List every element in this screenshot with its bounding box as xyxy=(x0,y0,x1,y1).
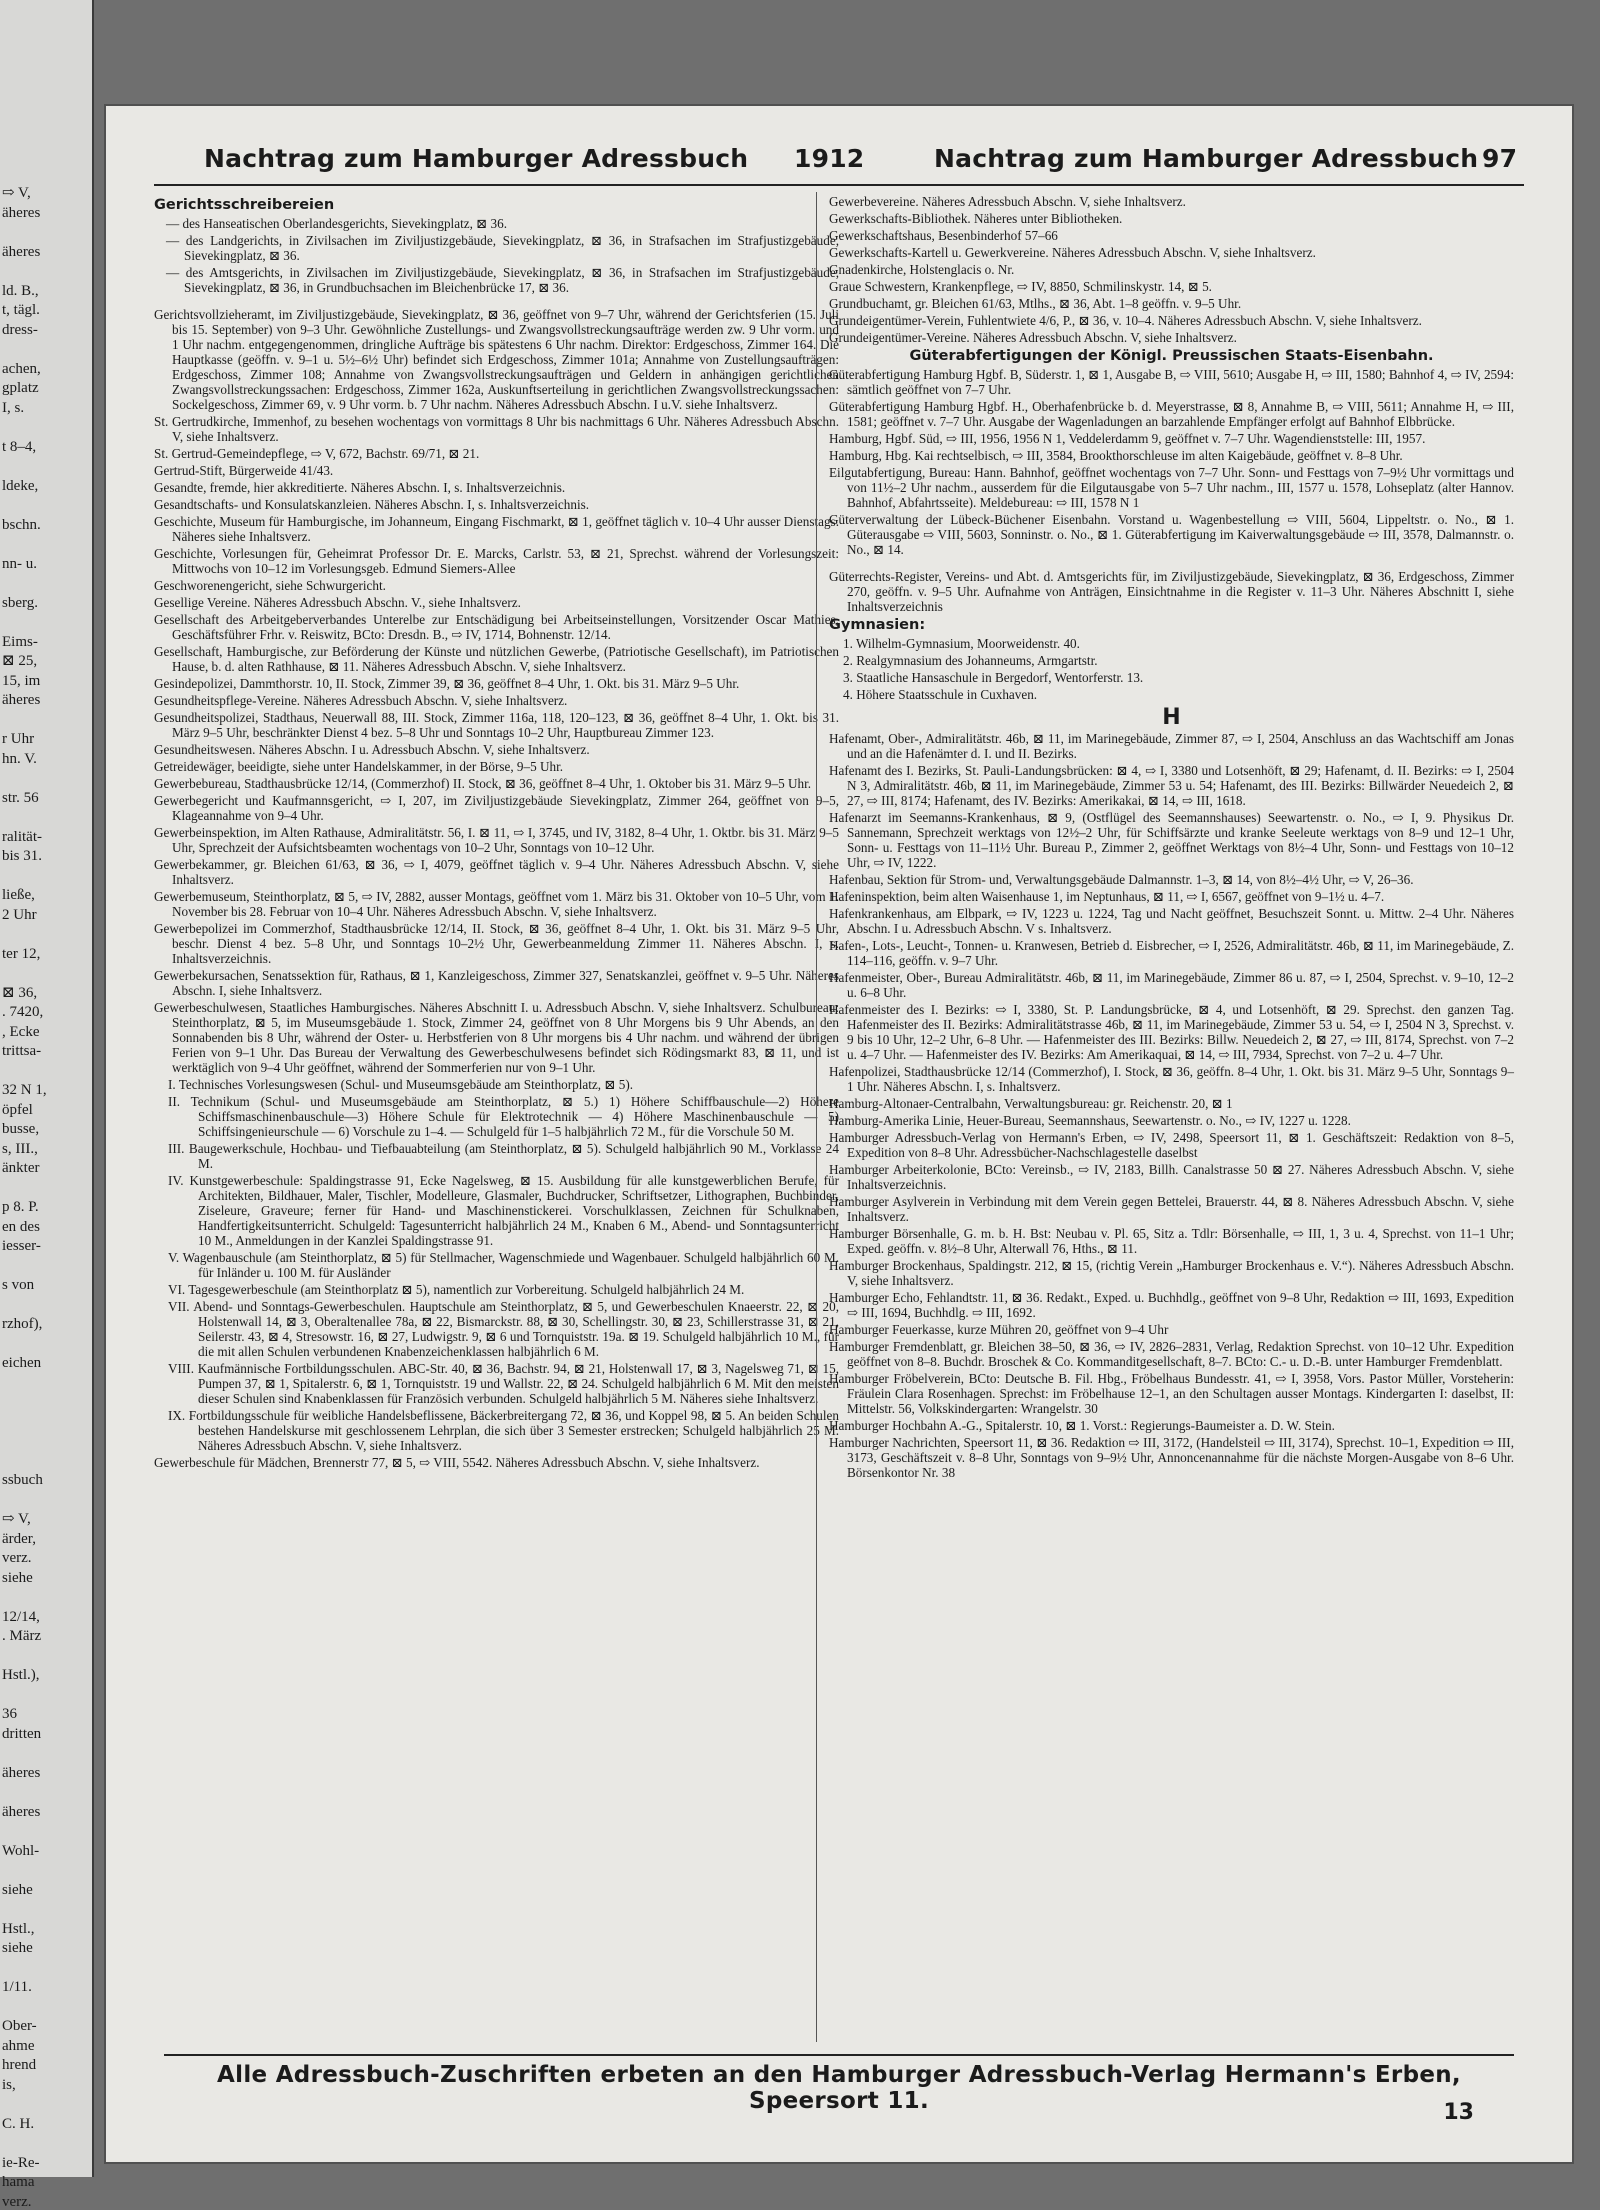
directory-entry: Geschworenengericht, siehe Schwurgericht. xyxy=(154,578,386,593)
numbered-entry: IV. Kunstgewerbeschule: Spaldingstrasse 91, Ecke Nagelsweg, ⊠ 15. Ausbildung für alle kunstgewerblichen Berufe, für Architekten, Bildhauer, Maler, Tischler, Modelleure, Glasmaler, Buchdrucker, Schriftsetzer, Lithographen, Buchbinder, Ziseleure, Graveure; ferner für Hand- und Maschinenstickerei. Vorschulklassen, Zeichnen für Schulknaben, Handfertigkeitsunterricht. Schulgeld: Tagesunterricht halbjährlich 24 M., Knaben 6 M., Abend- und Sonntagsunterricht 10 M., Anmeldungen in der Kanzlei Spaldingstrasse 91. xyxy=(168,1173,839,1248)
directory-entry: Grundeigentümer-Vereine. Näheres Adressbuch Abschn. V, siehe Inhaltsverz. xyxy=(829,330,1237,345)
margin-fragment: hrend xyxy=(2,2057,37,2073)
margin-fragment: sberg. xyxy=(2,594,38,611)
header-rule xyxy=(154,184,1524,186)
directory-entry: Hafen-, Lots-, Leucht-, Tonnen- u. Kranwesen, Betrieb d. Eisbrecher, ⇨ I, 2526, Admiralitätstr. 46b, ⊠ 11, im Marinegebäude, Z. 114–116, geöffn. v. 9–7 Uhr. xyxy=(829,938,1514,968)
directory-entry: Hafeninspektion, beim alten Waisenhause 1, im Neptunhaus, ⊠ 11, ⇨ I, 6567, geöffnet von 9–1½ u. 4–7. xyxy=(829,889,1385,904)
spacer xyxy=(154,297,839,307)
margin-fragment: iesser- xyxy=(2,1238,41,1254)
margin-fragment: s von xyxy=(2,1277,35,1293)
directory-entry: Hamburg, Hgbf. Süd, ⇨ III, 1956, 1956 N 1, Veddelerdamm 9, geöffnet v. 7–7 Uhr. Wagendienststelle: III, 1957. xyxy=(829,431,1426,446)
directory-entry: Hamburger Arbeiterkolonie, BCto: Vereinsb., ⇨ IV, 2183, Billh. Canalstrasse 50 ⊠ 27. Näheres Adressbuch Abschn. V, siehe Inhaltsverzeichnis. xyxy=(829,1162,1514,1192)
margin-fragment: trittsa- xyxy=(2,1043,42,1059)
margin-fragment: Eims- xyxy=(2,633,38,650)
numbered-entry: VII. Abend- und Sonntags-Gewerbeschulen. Hauptschule am Steinthorplatz, ⊠ 5, und Gewerbeschulen Knaeerstr. 22, ⊠ 20, Holstenwall 14, ⊠ 3, Oberaltenallee 78a, ⊠ 22, Bismarckstr. 88, ⊠ 30, Schellingstr. 30, ⊠ 23, Schillerstrasse 31, ⊠ 21, Seilerstr. 43, ⊠ 4, Stresowstr. 16, ⊠ 27, Ludwigstr. 9, ⊠ 6 und Tornquiststr. 19a. ⊠ 19. Schulgeld halbjährlich 10 M., für die mit allen Schulen verbundenen Knabenzeichenklassen halbjährlich 6 M. xyxy=(168,1299,839,1359)
directory-entry: Gewerbemuseum, Steinthorplatz, ⊠ 5, ⇨ IV, 2882, ausser Montags, geöffnet vom 1. März bis 31. Oktober von 10–5 Uhr, vom 1. November bis 28. Februar von 10–4 Uhr. Näheres Adressbuch Abschn. V, siehe Inhaltsverz. xyxy=(154,889,839,919)
directory-entry: Grundeigentümer-Verein, Fuhlentwiete 4/6, P., ⊠ 36, v. 10–4. Näheres Adressbuch Abschn. V, siehe Inhaltsverz. xyxy=(829,313,1422,328)
directory-entry: Gewerbegericht und Kaufmannsgericht, ⇨ I, 207, im Ziviljustizgebäude Sievekingplatz, Zimmer 264, geöffnet von 9–5, Klageannahme von 9–4 Uhr. xyxy=(154,793,839,823)
directory-entry: Gesundheitspflege-Vereine. Näheres Adressbuch Abschn. V, siehe Inhaltsverz. xyxy=(154,693,568,708)
numbered-entry: 2. Realgymnasium des Johanneums, Armgartstr. xyxy=(843,653,1098,668)
margin-fragment: eichen xyxy=(2,1355,42,1371)
margin-fragment: 2 Uhr xyxy=(2,906,37,923)
numbered-entry: I. Technisches Vorlesungswesen (Schul- und Museumsgebäude am Steinthorplatz, ⊠ 5). xyxy=(168,1077,634,1092)
right-column xyxy=(829,194,1514,2044)
directory-entry: Geschichte, Vorlesungen für, Geheimrat Professor Dr. E. Marcks, Carlstr. 53, ⊠ 21, Sprechst. während der Vorlesungszeit: Mittwochs von 10–12 im Vorlesungsgeb. Edmund Siemers-Allee xyxy=(154,546,839,576)
directory-entry: Gewerbebureau, Stadthausbrücke 12/14, (Commerzhof) II. Stock, ⊠ 36, geöffnet 8–4 Uhr, 1. Oktober bis 31. März 9–5 Uhr. xyxy=(154,776,812,791)
margin-fragment: en des xyxy=(2,1218,40,1235)
directory-entry: Eilgutabfertigung, Bureau: Hann. Bahnhof, geöffnet wochentags von 7–7 Uhr. Sonn- und Festtags von 7–9½ Uhr vormittags und von 11½–2 Uhr nachm., ausserdem für die Eilgutausgabe von 5–7 Uhr nachm., III, 1577 u. 1578, Lohseplatz (alter Hannov. Bahnhof, Abfahrtsseite). Meldebureau: ⇨ III, 1578 N 1 xyxy=(829,465,1514,510)
directory-entry: Hamburg-Altonaer-Centralbahn, Verwaltungsbureau: gr. Reichenstr. 20, ⊠ 1 xyxy=(829,1096,1233,1111)
directory-entry: Gewerkschafts-Kartell u. Gewerkvereine. Näheres Adressbuch Abschn. V, siehe Inhaltsverz. xyxy=(829,245,1316,260)
section-heading: Gerichtsschreibereien xyxy=(154,197,335,213)
directory-entry: Gewerbeinspektion, im Alten Rathause, Admiralitätstr. 56, I. ⊠ 11, ⇨ I, 3745, und IV, 3182, 8–4 Uhr, 1. Oktbr. bis 31. März 9–5 Uhr, Sprechzeit der Aufsichtsbeamten wochentags von 10–2 Uhr, Sonntags von 10–12 Uhr. xyxy=(154,825,839,855)
numbered-entry: IX. Fortbildungsschule für weibliche Handelsbeflissene, Bäckerbreitergang 72, ⊠ 36, und Koppel 98, ⊠ 5. An beiden Schulen bestehen Handelskurse mit geschlossenem Lehrplan, die sich über 3 Semester erstrecken; Schulgeld halbjährlich 25 M. Näheres Adressbuch Abschn. V, siehe Inhaltsverz. xyxy=(168,1408,839,1453)
margin-fragment: hn. V. xyxy=(2,750,37,767)
directory-entry: Hamburger Börsenhalle, G. m. b. H. Bst: Neubau v. Pl. 65, Sitz a. Tdlr: Börsenhalle, ⇨ III, 1, 3 u. 4, Sprechst. von 11–1 Uhr; Exped. geöffn. v. 8½–8 Uhr, Alterwall 76, Hths., ⊠ 11. xyxy=(829,1226,1514,1256)
margin-fragment: 12/14, xyxy=(2,1608,40,1625)
directory-entry: Gewerbepolizei im Commerzhof, Stadthausbrücke 12/14, II. Stock, ⊠ 36, geöffnet 8–4 Uhr, 1. Okt. bis 31. März 9–5 Uhr, beschr. Dienst 4 bez. 5–8 Uhr, und Sonntags 10–2½ Uhr, Gewerbeanmeldung Zimmer 11. Näheres Abschn. I, s. Inhaltsverzeichnis. xyxy=(154,921,839,966)
directory-entry: Hafenarzt im Seemanns-Krankenhaus, ⊠ 9, (Ostflügel des Seemannshauses) Seewartenstr. o. No., ⇨ I, 9. Physikus Dr. Sannemann, Sprechzeit werktags von 12½–2 Uhr, für Schiffsärzte und kranke Seeleute werktags von 8–9 und 12–1 Uhr, Sonn- u. Festtags von 11–11½ Uhr. Bureau P., Zimmer 2, geöffnet Werktags von 8½–4 Uhr, Sonn- und Festtags von 10–12 Uhr, ⇨ IV, 1222. xyxy=(829,810,1514,870)
directory-entry: Hamburger Feuerkasse, kurze Mühren 20, geöffnet von 9–4 Uhr xyxy=(829,1322,1169,1337)
directory-entry: Hamburger Echo, Fehlandtstr. 11, ⊠ 36. Redakt., Exped. u. Buchhdlg., geöffnet von 9–8 Uhr, Redaktion ⇨ III, 1693, Expedition ⇨ III, 1694, Buchhdlg. ⇨ III, 1692. xyxy=(829,1290,1514,1320)
directory-entry: Gesundheitswesen. Näheres Abschn. I u. Adressbuch Abschn. V, siehe Inhaltsverz. xyxy=(154,742,590,757)
directory-entry: Hamburger Hochbahn A.-G., Spitalerstr. 10, ⊠ 1. Vorst.: Regierungs-Baumeister a. D. W. Stein. xyxy=(829,1418,1335,1433)
margin-fragment: äheres xyxy=(2,1764,41,1781)
margin-fragment: ld. B., xyxy=(2,282,39,299)
numbered-entry: III. Baugewerkschule, Hochbau- und Tiefbauabteilung (am Steinthorplatz, ⊠ 5). Schulgeld halbjährlich 90 M., Vorklasse 24 M. xyxy=(168,1141,839,1171)
margin-fragment: t, tägl. xyxy=(2,302,40,318)
margin-fragment: siehe xyxy=(2,1569,33,1586)
directory-entry: Gertrud-Stift, Bürgerweide 41/43. xyxy=(154,463,334,478)
margin-fragment: rzhof), xyxy=(2,1316,43,1332)
signature-mark: 13 xyxy=(1443,2100,1474,2125)
directory-entry: Graue Schwestern, Krankenpflege, ⇨ IV, 8850, Schmilinskystr. 14, ⊠ 5. xyxy=(829,279,1212,294)
margin-fragment: 1/11. xyxy=(2,1979,32,1995)
margin-fragment: ldeke, xyxy=(2,477,39,494)
directory-entry: Gewerbevereine. Näheres Adressbuch Abschn. V, siehe Inhaltsverz. xyxy=(829,194,1186,209)
margin-fragment: I, s. xyxy=(2,399,25,416)
numbered-entry: 4. Höhere Staatsschule in Cuxhaven. xyxy=(843,687,1038,702)
margin-fragment: ahme xyxy=(2,2037,35,2054)
section-heading: Gymnasien: xyxy=(829,617,926,633)
footer-notice: Alle Adressbuch-Zuschriften erbeten an den Hamburger Adressbuch-Verlag Hermann's Erben, Speersort 11. xyxy=(217,2062,1461,2114)
numbered-entry: VI. Tagesgewerbeschule (am Steinthorplatz ⊠ 5), namentlich zur Vorbereitung. Schulgeld halbjährlich 24 M. xyxy=(168,1282,745,1297)
margin-fragment: ließe, xyxy=(2,887,35,903)
directory-entry: St. Gertrudkirche, Immenhof, zu besehen wochentags von vormittags 8 Uhr bis nachmittags 6 Uhr. Näheres Adressbuch Abschn. V, siehe Inhaltsverz. xyxy=(154,414,839,444)
running-head-right: Nachtrag zum Hamburger Adressbuch xyxy=(934,144,1479,173)
left-column xyxy=(154,194,839,2044)
running-head-year: 1912 xyxy=(794,144,865,173)
margin-fragment: ter 12, xyxy=(2,945,41,962)
margin-fragment: äheres xyxy=(2,692,41,708)
margin-fragment: verz. xyxy=(2,2193,32,2210)
directory-entry: Gewerkschaftshaus, Besenbinderhof 57–66 xyxy=(829,228,1058,243)
directory-entry: Grundbuchamt, gr. Bleichen 61/63, Mtlhs., ⊠ 36, Abt. 1–8 geöffn. v. 9–5 Uhr. xyxy=(829,296,1242,311)
directory-entry: Gesandtschafts- und Konsulatskanzleien. Näheres Abschn. I, s. Inhaltsverzeichnis. xyxy=(154,497,590,512)
directory-entry: Güterabfertigung Hamburg Hgbf. B, Süderstr. 1, ⊠ 1, Ausgabe B, ⇨ VIII, 5610; Ausgabe H, ⇨ III, 1580; Bahnhof 4, ⇨ IV, 2594: sämtlich geöffnet von 7–7 Uhr. xyxy=(829,367,1514,397)
margin-fragment: gplatz xyxy=(2,380,39,396)
margin-fragment: ⊠ 36, xyxy=(2,984,38,1001)
numbered-entry: 1. Wilhelm-Gymnasium, Moorweidenstr. 40. xyxy=(843,636,1080,651)
directory-entry: Gesandte, fremde, hier akkreditierte. Näheres Abschn. I, s. Inhaltsverzeichnis. xyxy=(154,480,566,495)
directory-entry: Hamburger Adressbuch-Verlag von Hermann's Erben, ⇨ IV, 2498, Speersort 11, ⊠ 1. Geschäftszeit: Redaktion von 8–5, Expedition von 8–8 Uhr. Adressbücher-Nachschlagestelle daselbst xyxy=(829,1130,1514,1160)
directory-entry: Hamburger Fremdenblatt, gr. Bleichen 38–50, ⊠ 36, ⇨ IV, 2826–2831, Verlag, Redaktion Sprechst. von 10–12 Uhr. Expedition geöffnet von 8–8. Buchdr. Broschek & Co. Kommanditgesellschaft, 8–7. BCto: C.- u. D.-B. unter Hamburger Fremdenblatt. xyxy=(829,1339,1514,1369)
margin-fragment: ⇨ V, xyxy=(2,185,31,201)
margin-fragment: C. H. xyxy=(2,2115,35,2132)
margin-fragment: 15, im xyxy=(2,672,41,689)
directory-entry: Gesindepolizei, Dammthorstr. 10, II. Stock, Zimmer 39, ⊠ 36, geöffnet 8–4 Uhr, 1. Okt. bis 31. März 9–5 Uhr. xyxy=(154,676,740,691)
directory-entry: Gewerbekammer, gr. Bleichen 61/63, ⊠ 36, ⇨ I, 4079, geöffnet täglich v. 9–4 Uhr. Näheres Adressbuch Abschn. V, siehe Inhaltsverz. xyxy=(154,857,839,887)
directory-entry: Hafenmeister des I. Bezirks: ⇨ I, 3380, St. P. Landungsbrücke, ⊠ 4, und Lotsenhöft, ⊠ 29. Sprechst. den ganzen Tag. Hafenmeister des II. Bezirks: Admiralitätstrasse 46b, ⊠ 11, im Marinegebäude, Zimmer 53 u. 54, ⇨ I, 2504 N 3, Sprechst. v. 9 bis 10 Uhr, 12–2 Uhr, 6–8 Uhr. — Hafenmeister des III. Bezirks: Billw. Neuedeich 2, ⊠ 27, ⇨ III, 8174, Sprechst. von 7–2 u. 4–7 Uhr. — Hafenmeister des IV. Bezirks: Am Amerikaquai, ⊠ 14, ⇨ III, 7934, Sprechst. von 7–2 u. 4–7 Uhr. xyxy=(829,1002,1514,1062)
margin-fragment: Hstl.), xyxy=(2,1667,40,1683)
directory-entry: Hafenpolizei, Stadthausbrücke 12/14 (Commerzhof), I. Stock, ⊠ 36, geöffn. 8–4 Uhr, 1. Okt. bis 31. März 9–5 Uhr, Sonntags 9–1 Uhr. Näheres Abschn. I, s. Inhaltsverz. xyxy=(829,1064,1514,1094)
margin-fragment: . 7420, xyxy=(2,1004,44,1020)
margin-fragment: siehe xyxy=(2,1881,33,1898)
adjacent-page-edge xyxy=(0,0,94,2210)
directory-entry: Hafenkrankenhaus, am Elbpark, ⇨ IV, 1223 u. 1224, Tag und Nacht geöffnet, Besuchszeit Sonnt. u. Mittw. 2–4 Uhr. Näheres Abschn. I u. Adressbuch Abschn. V s. Inhaltsverz. xyxy=(829,906,1514,936)
directory-entry: Gesellige Vereine. Näheres Adressbuch Abschn. V., siehe Inhaltsverz. xyxy=(154,595,521,610)
section-heading: Güterabfertigungen der Königl. Preussischen Staats-Eisenbahn. xyxy=(909,348,1434,364)
numbered-entry: V. Wagenbauschule (am Steinthorplatz, ⊠ 5) für Stellmacher, Wagenschmiede und Wagenbauer. Schulgeld halbjährlich 60 M. für Inländer u. 100 M. für Ausländer xyxy=(168,1250,839,1280)
margin-fragment: dress- xyxy=(2,321,38,338)
directory-entry: Gesellschaft des Arbeitgeberverbandes Unterelbe zur Entschädigung bei Arbeitseinstellungen, Vorsitzender Oscar Mathies, Geschäftsführer Frhr. v. Reiswitz, BCto: Dresdn. B., ⇨ IV, 1714, Bohnenstr. 12/14. xyxy=(154,612,839,642)
margin-fragment: ie-Re- xyxy=(2,2154,40,2171)
margin-fragment: öpfel xyxy=(2,1101,33,1118)
directory-subentry: — des Landgerichts, in Zivilsachen im Ziviljustizgebäude, Sievekingplatz, ⊠ 36, in Strafsachen im Strafjustizgebäude, Sievekingplatz, ⊠ 36. xyxy=(166,233,839,263)
margin-fragment: nn- u. xyxy=(2,555,37,572)
margin-fragment: äheres xyxy=(2,243,41,260)
directory-entry: Gesundheitspolizei, Stadthaus, Neuerwall 88, III. Stock, Zimmer 116a, 118, 120–123, ⊠ 36, geöffnet 8–4 Uhr, 1. Okt. bis 31. März 9–5 Uhr, beschränkter Dienst 4 bez. 5–8 Uhr und Sonntags 10–2 Uhr, Hauptbureau Zimmer 123. xyxy=(154,710,839,740)
directory-entry: Hamburger Asylverein in Verbindung mit dem Verein gegen Bettelei, Brauerstr. 44, ⊠ 8. Näheres Adressbuch Abschn. V, siehe Inhaltsverz. xyxy=(829,1194,1514,1224)
margin-fragment: änkter xyxy=(2,1160,40,1176)
alphabet-letter-heading: H xyxy=(1162,705,1181,730)
margin-fragment: Hstl., xyxy=(2,1920,35,1937)
numbered-entry: VIII. Kaufmännische Fortbildungsschulen. ABC-Str. 40, ⊠ 36, Bachstr. 94, ⊠ 21, Holstenwall 17, ⊠ 3, Nagelsweg 71, ⊠ 15, Pumpen 37, ⊠ 1, Spitalerstr. 6, ⊠ 1, Tornquiststr. 19 und Wallstr. 22, ⊠ 24. Schulgeld halbjährlich 6 M. Mit den meisten dieser Schulen sind Knabenklassen für Französich verbunden. Schulgeld halbjährlich 5 M. Näheres siehe Inhaltsverz. xyxy=(168,1361,839,1406)
document-page xyxy=(104,104,1574,2164)
numbered-entry: II. Technikum (Schul- und Museumsgebäude am Steinthorplatz, ⊠ 5.) 1) Höhere Schiffbauschule—2) Höhere Schiffsmaschinenbauschule—3) Höhere Schule für Elektrotechnik — 4) Höhere Maschinenbauschule — 5) Schiffsingenieurschule — 6) Vorschule zu 1–4. — Schulgeld für 1–5 halbjährlich 72 M., für die Vorschule 50 M. xyxy=(168,1094,839,1139)
spacer xyxy=(829,559,1514,569)
numbered-entry: 3. Staatliche Hansaschule in Bergedorf, Wentorferstr. 13. xyxy=(843,670,1144,685)
margin-fragment: siehe xyxy=(2,1940,33,1956)
directory-entry: Hafenmeister, Ober-, Bureau Admiralitätstr. 46b, ⊠ 11, im Marinegebäude, Zimmer 86 u. 87, ⇨ I, 2504, Sprechst. v. 9–10, 12–2 u. 6–8 Uhr. xyxy=(829,970,1514,1000)
margin-fragment: achen, xyxy=(2,360,41,377)
margin-fragment: . März xyxy=(2,1628,42,1644)
directory-entry: Gewerbekursachen, Senatssektion für, Rathaus, ⊠ 1, Kanzleigeschoss, Zimmer 327, Senatskanzlei, geöffnet v. 9–5 Uhr. Näheres Abschn. I, siehe Inhaltsverz. xyxy=(154,968,839,998)
directory-entry: Gewerkschafts-Bibliothek. Näheres unter Bibliotheken. xyxy=(829,211,1123,226)
directory-entry: Geschichte, Museum für Hamburgische, im Johanneum, Eingang Fischmarkt, ⊠ 1, geöffnet täglich v. 10–4 Uhr ausser Dienstags. Näheres siehe Inhaltsverz. xyxy=(154,514,839,544)
margin-fragment: p 8. P. xyxy=(2,1199,39,1215)
margin-fragment: , Ecke xyxy=(2,1023,40,1040)
directory-entry: Hafenamt des I. Bezirks, St. Pauli-Landungsbrücken: ⊠ 4, ⇨ I, 3380 und Lotsenhöft, ⊠ 29; Hafenamt, d. II. Bezirks: ⇨ I, 2504 N 3, Admiralitätstr. 46b, ⊠ 11, im Marinegebäude, Zimmer 53 u. 54; Hafenamt, des III. Bezirks: Billwärder Neuedeich 2, ⊠ 27, ⇨ III, 8174; Hafenamt, des IV. Bezirks: Amerikakai, ⊠ 14, ⇨ III, 1618. xyxy=(829,763,1514,808)
directory-entry: Hamburger Brockenhaus, Spaldingstr. 212, ⊠ 15, (richtig Verein „Hamburger Brockenhaus e. V.“). Näheres Adressbuch Abschn. V, siehe Inhaltsverz. xyxy=(829,1258,1514,1288)
directory-entry: Hamburg-Amerika Linie, Heuer-Bureau, Seemannshaus, Seewartenstr. o. No., ⇨ IV, 1227 u. 1228. xyxy=(829,1113,1351,1128)
running-head-left: Nachtrag zum Hamburger Adressbuch xyxy=(204,144,749,173)
margin-fragment: ärder, xyxy=(2,1530,36,1547)
directory-entry: Gesellschaft, Hamburgische, zur Beförderung der Künste und nützlichen Gewerbe, (Patriotische Gesellschaft), im Patriotischen Hause, b. d. alten Rathhause, ⊠ 11. Näheres Adressbuch Abschn. V, siehe Inhaltsverz. xyxy=(154,644,839,674)
directory-entry: Hamburger Nachrichten, Speersort 11, ⊠ 36. Redaktion ⇨ III, 3172, (Handelsteil ⇨ III, 3174), Sprechst. 10–1, Expedition ⇨ III, 3173, Geschäftszeit v. 8–8 Uhr, Sonntags von 9–9½ Uhr, Annoncenannahme für die nächste Morgen-Ausgabe von 8–6 Uhr. Börsenkontor Nr. 38 xyxy=(829,1435,1514,1480)
margin-fragment: ralität- xyxy=(2,828,42,845)
margin-fragment: äheres xyxy=(2,204,41,221)
directory-entry: Gewerbeschulwesen, Staatliches Hamburgisches. Näheres Abschnitt I. u. Adressbuch Abschn. V, siehe Inhaltsverz. Schulbureau: Steinthorplatz, ⊠ 5, im Museumsgebäude 1. Stock, Zimmer 24, geöffnet von 8 Uhr Morgens bis 9 Uhr Abends, an den Sonnabenden bis 8 Uhr, während der Oster- u. Herbstferien von 8 Uhr morgens bis 4 Uhr nachm. und während der übrigen Ferien von 9–1 Uhr. Das Bureau der Verwaltung des Gewerbeschulwesens befindet sich Rödingsmarkt 83, ⊠ 11, und ist werktäglich von 9–4 Uhr geöffnet, während der Sommerferien nur von 9–1 Uhr. xyxy=(154,1000,839,1075)
column-divider xyxy=(816,192,817,2042)
directory-entry: Güterverwaltung der Lübeck-Büchener Eisenbahn. Vorstand u. Wagenbestellung ⇨ VIII, 5604, Lippeltstr. o. No., ⊠ 1. Güterausgabe ⇨ VIII, 5603, Sonninstr. o. No., ⊠ 1. Güterabfertigung im Kaiverwaltungsgebäude ⇨ III, 3578, Dalmannstr. o. No., ⊠ 14. xyxy=(829,512,1514,557)
margin-fragment: 32 N 1, xyxy=(2,1082,47,1098)
margin-fragment: busse, xyxy=(2,1121,40,1137)
directory-entry: Güterrechts-Register, Vereins- und Abt. d. Amtsgerichts für, im Ziviljustizgebäude, Sievekingplatz, ⊠ 36, Erdgeschoss, Zimmer 270, geöffn. v. 9–5 Uhr. Aufnahme von Anträgen, Einsichtnahme in die Register v. 11–3 Uhr. Näheres Abschnitt I, siehe Inhaltsverzeichnis xyxy=(829,569,1514,614)
margin-fragment: s, III., xyxy=(2,1140,38,1157)
margin-fragment: 36 xyxy=(2,1706,17,1722)
margin-fragment: t 8–4, xyxy=(2,438,37,455)
directory-subentry: — des Amtsgerichts, in Zivilsachen im Ziviljustizgebäude, Sievekingplatz, ⊠ 36, in Strafsachen im Strafjustizgebäude, Sievekingplatz, ⊠ 36, in Grundbuchsachen im Bleichenbrücke 17, ⊠ 36. xyxy=(166,265,839,295)
directory-entry: Getreidewäger, beeidigte, siehe unter Handelskammer, in der Börse, 9–5 Uhr. xyxy=(154,759,564,774)
footer-rule xyxy=(164,2054,1514,2056)
directory-entry: Gewerbeschule für Mädchen, Brennerstr 77, ⊠ 5, ⇨ VIII, 5542. Näheres Adressbuch Abschn. V, siehe Inhaltsverz. xyxy=(154,1455,760,1470)
margin-fragment: ssbuch xyxy=(2,1472,43,1488)
directory-entry: Hamburg, Hbg. Kai rechtselbisch, ⇨ III, 3584, Brookthorschleuse im alten Kaigebäude, geöffnet v. 8–8 Uhr. xyxy=(829,448,1403,463)
page-number: 97 xyxy=(1482,144,1518,173)
directory-entry: Gnadenkirche, Holstenglacis o. Nr. xyxy=(829,262,1015,277)
directory-entry: Güterabfertigung Hamburg Hgbf. H., Oberhafenbrücke b. d. Meyerstrasse, ⊠ 8, Annahme B, ⇨ VIII, 5611; Annahme H, ⇨ III, 1581; geöffnet v. 7–7 Uhr. Ausgabe der Wagenladungen an barzahlende Empfänger erfolgt auf Bahnhof Elbbrücke. xyxy=(829,399,1514,429)
directory-entry: Hamburger Fröbelverein, BCto: Deutsche B. Fil. Hbg., Fröbelhaus Bundesstr. 41, ⇨ I, 3958, Vors. Pastor Müller, Vorsteherin: Fräulein Clara Rosenhagen. Sprechst: im Fröbelhause 12–1, an den Schultagen ausser Montags. Kindergarten I: daselbst, II: Mittelstr. 56, Volkskindergarten: Wrangelstr. 30 xyxy=(829,1371,1514,1416)
margin-fragment: bis 31. xyxy=(2,848,43,864)
margin-fragment: r Uhr xyxy=(2,731,35,747)
margin-fragment: dritten xyxy=(2,1725,42,1742)
directory-entry: Hafenamt, Ober-, Admiralitätstr. 46b, ⊠ 11, im Marinegebäude, Zimmer 87, ⇨ I, 2504, Anschluss an das Wachtschiff am Jonas und an die Hafenämter d. I. und II. Bezirks. xyxy=(829,731,1514,761)
margin-fragment: äheres xyxy=(2,1803,41,1820)
margin-fragment: bschn. xyxy=(2,516,41,533)
directory-entry: Hafenbau, Sektion für Strom- und, Verwaltungsgebäude Dalmannstr. 1–3, ⊠ 14, von 8½–4½ Uhr, ⇨ V, 26–36. xyxy=(829,872,1414,887)
margin-fragment: hama xyxy=(2,2174,35,2190)
directory-subentry: — des Hanseatischen Oberlandesgerichts, Sievekingplatz, ⊠ 36. xyxy=(166,216,508,231)
margin-fragment: is, xyxy=(2,2076,16,2093)
margin-fragment: str. 56 xyxy=(2,789,39,806)
margin-fragment: Wohl- xyxy=(2,1842,40,1859)
directory-entry: Gerichtsvollzieheramt, im Ziviljustizgebäude, Sievekingplatz, ⊠ 36, geöffnet von 9–7 Uhr, während der Gerichtsferien (15. Juli bis 15. September) von 9–3 Uhr. Gewöhnliche Zustellungs- und Zwangsvollstreckungsaufträge werden zw. 9 Uhr vorm. und 1 Uhr nachm. entgegengenommen, dringliche Aufträge bis spätestens 6 Uhr nachm. Direktor: Erdgeschoss, Zimmer 164. Die Hauptkasse (geöffn. v. 9–1 u. 5½–6½ Uhr) befindet sich Erdgeschoss, Zimmer 101a; Annahme von Zustellungsaufträgen: Erdgeschoss, Zimmer 108; Annahme von Zwangsvollstreckungsaufträgen und Geldern in anhängigen gerichtlichen Zwangsvollstreckungssachen: Erdgeschoss, Zimmer 162a, Auskunftserteilung in gerichtlichen Zwangsvollstreckungssachen: Sockelgeschoss, Zimmer 69, v. 9 Uhr vorm. b. 7 Uhr nachm. Näheres Adressbuch Abschn. I u.V. siehe Inhaltsverz. xyxy=(154,307,839,412)
margin-fragment: verz. xyxy=(2,1550,32,1566)
margin-fragment: Ober- xyxy=(2,2018,37,2034)
margin-fragment: ⊠ 25, xyxy=(2,653,38,669)
margin-fragment: ⇨ V, xyxy=(2,1511,31,1527)
directory-entry: St. Gertrud-Gemeindepflege, ⇨ V, 672, Bachstr. 69/71, ⊠ 21. xyxy=(154,446,480,461)
